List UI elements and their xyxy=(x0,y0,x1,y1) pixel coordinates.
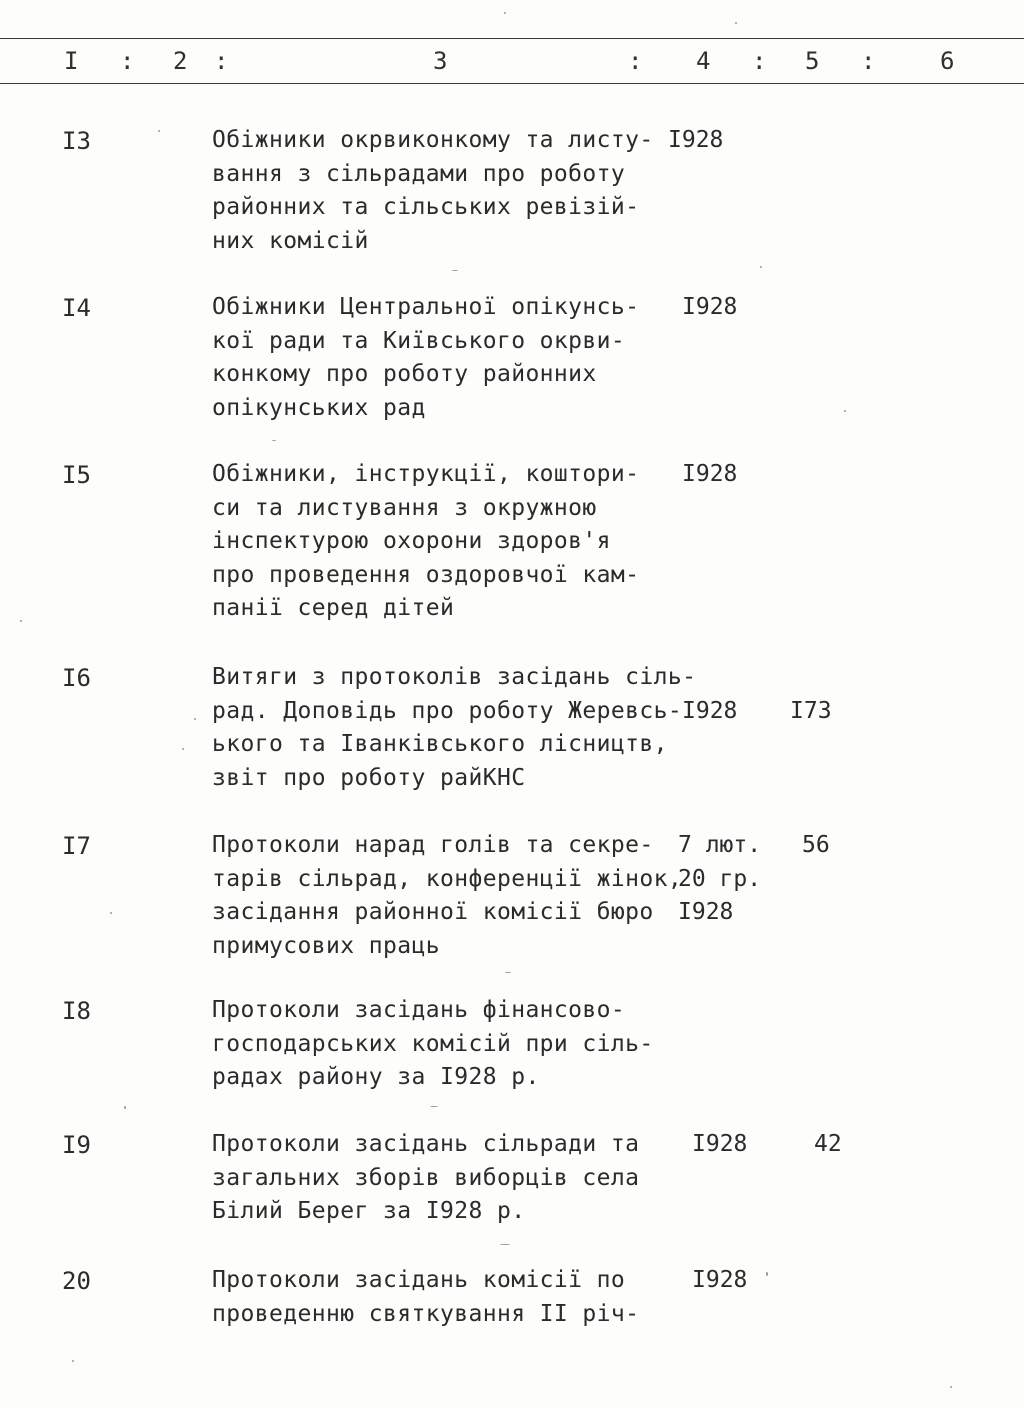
header-top-rule xyxy=(0,38,1024,39)
scan-speck xyxy=(452,270,458,271)
title-line: си та листування з окружною xyxy=(212,494,597,521)
scan-speck xyxy=(272,440,276,441)
item-title xyxy=(212,661,697,795)
title-line: Протоколи засідань сільради та xyxy=(212,1131,640,1157)
item-title xyxy=(212,1128,682,1229)
title-line: панії серед дітей xyxy=(212,595,455,621)
item-number: I6 xyxy=(62,664,91,692)
title-line: кої ради та Київського окрви- xyxy=(212,327,626,354)
title-line: опікунських рад xyxy=(212,394,426,421)
title-line: вання з сільрадами про роботу xyxy=(212,160,626,187)
item-number: I5 xyxy=(62,461,91,489)
date-line: I928 xyxy=(692,1131,748,1157)
scan-speck xyxy=(950,1386,952,1388)
scan-speck xyxy=(760,266,762,268)
item-sheet-count: I73 xyxy=(790,697,832,724)
date-line xyxy=(682,661,737,695)
title-line: конкому про роботу районних xyxy=(212,361,597,387)
item-date xyxy=(682,458,737,492)
scan-speck xyxy=(505,972,511,973)
item-number: I4 xyxy=(62,294,91,322)
title-line: загальних зборів виборців села xyxy=(212,1164,640,1191)
title-line: інспектурою охорони здоров'я xyxy=(212,528,611,554)
title-line: районних та сільських ревізій- xyxy=(212,194,640,220)
item-number: I3 xyxy=(62,127,91,155)
scan-speck xyxy=(72,1360,74,1362)
title-line: рад. Доповідь про роботу Жеревсь- xyxy=(212,697,683,724)
scan-speck xyxy=(766,1272,768,1276)
title-line: Протоколи нарад голів та секре- xyxy=(212,832,654,858)
title-line: Витяги з протоколів засідань сіль- xyxy=(212,664,697,690)
date-line: I928 xyxy=(682,461,738,487)
item-date xyxy=(692,1264,747,1298)
item-title xyxy=(212,829,682,963)
header-separator: : xyxy=(120,47,135,75)
scan-speck xyxy=(20,620,22,622)
scan-speck xyxy=(194,718,196,720)
header-col-1: I xyxy=(64,47,79,75)
item-number: I8 xyxy=(62,997,91,1025)
scan-speck xyxy=(110,912,112,914)
header-col-5: 5 xyxy=(805,47,820,75)
item-title xyxy=(212,1264,682,1331)
header-separator: : xyxy=(214,47,229,75)
title-line: проведенню святкування II річ- xyxy=(212,1300,640,1327)
date-line: 7 лют. xyxy=(678,832,762,858)
title-line: них комісій xyxy=(212,227,369,254)
header-col-3: 3 xyxy=(433,47,448,75)
title-line: радах району за I928 р. xyxy=(212,1064,540,1090)
item-number: I9 xyxy=(62,1131,91,1159)
scan-speck xyxy=(500,1244,510,1245)
title-line: ького та Іванківського лісництв, xyxy=(212,731,668,757)
title-line: про проведення оздоровчої кам- xyxy=(212,561,640,588)
scan-speck xyxy=(504,12,506,14)
item-title xyxy=(212,994,682,1095)
scan-speck xyxy=(158,130,160,132)
title-line: Протоколи засідань фінансово- xyxy=(212,997,626,1023)
item-date xyxy=(678,829,761,930)
item-title xyxy=(212,124,682,258)
item-sheet-count: 56 xyxy=(802,832,830,858)
item-title xyxy=(212,291,682,425)
title-line: Обіжники окрвиконкому та листу- xyxy=(212,127,654,153)
scan-speck xyxy=(735,22,737,24)
header-col-2: 2 xyxy=(173,47,188,75)
date-line: I928 xyxy=(668,127,724,153)
date-line: I928 xyxy=(692,1267,748,1293)
title-line: тарів сільрад, конференції жінок, xyxy=(212,865,683,892)
header-col-6: 6 xyxy=(940,47,955,75)
title-line: Протоколи засідань комісії по xyxy=(212,1267,626,1293)
date-line: 20 гр. xyxy=(678,865,762,892)
item-number: 20 xyxy=(62,1267,91,1295)
item-sheet-count: 42 xyxy=(814,1131,842,1157)
title-line: звіт про роботу райКНС xyxy=(212,764,526,791)
scan-speck xyxy=(182,748,184,750)
scan-speck xyxy=(124,1106,126,1109)
title-line: Обіжники Центральної опікунсь- xyxy=(212,294,640,320)
title-line: Обіжники, інструкції, коштори- xyxy=(212,461,640,487)
item-title xyxy=(212,458,682,626)
item-date xyxy=(682,291,737,325)
title-line: господарських комісій при сіль- xyxy=(212,1030,654,1057)
header-separator: : xyxy=(861,47,876,75)
title-line: засідання районної комісії бюро xyxy=(212,899,654,925)
item-date xyxy=(692,1128,747,1162)
item-date xyxy=(668,124,723,158)
date-line: I928 xyxy=(678,899,734,925)
header-separator: : xyxy=(752,47,767,75)
header-col-4: 4 xyxy=(696,47,711,75)
title-line: примусових праць xyxy=(212,932,440,959)
header-separator: : xyxy=(628,47,643,75)
item-number: I7 xyxy=(62,832,91,860)
title-line: Білий Берег за I928 р. xyxy=(212,1198,526,1224)
header-bottom-rule xyxy=(0,83,1024,84)
scan-speck xyxy=(430,1106,438,1107)
scan-speck xyxy=(844,410,846,412)
item-date xyxy=(682,661,737,728)
date-line: I928 xyxy=(682,697,738,724)
date-line: I928 xyxy=(682,294,738,320)
